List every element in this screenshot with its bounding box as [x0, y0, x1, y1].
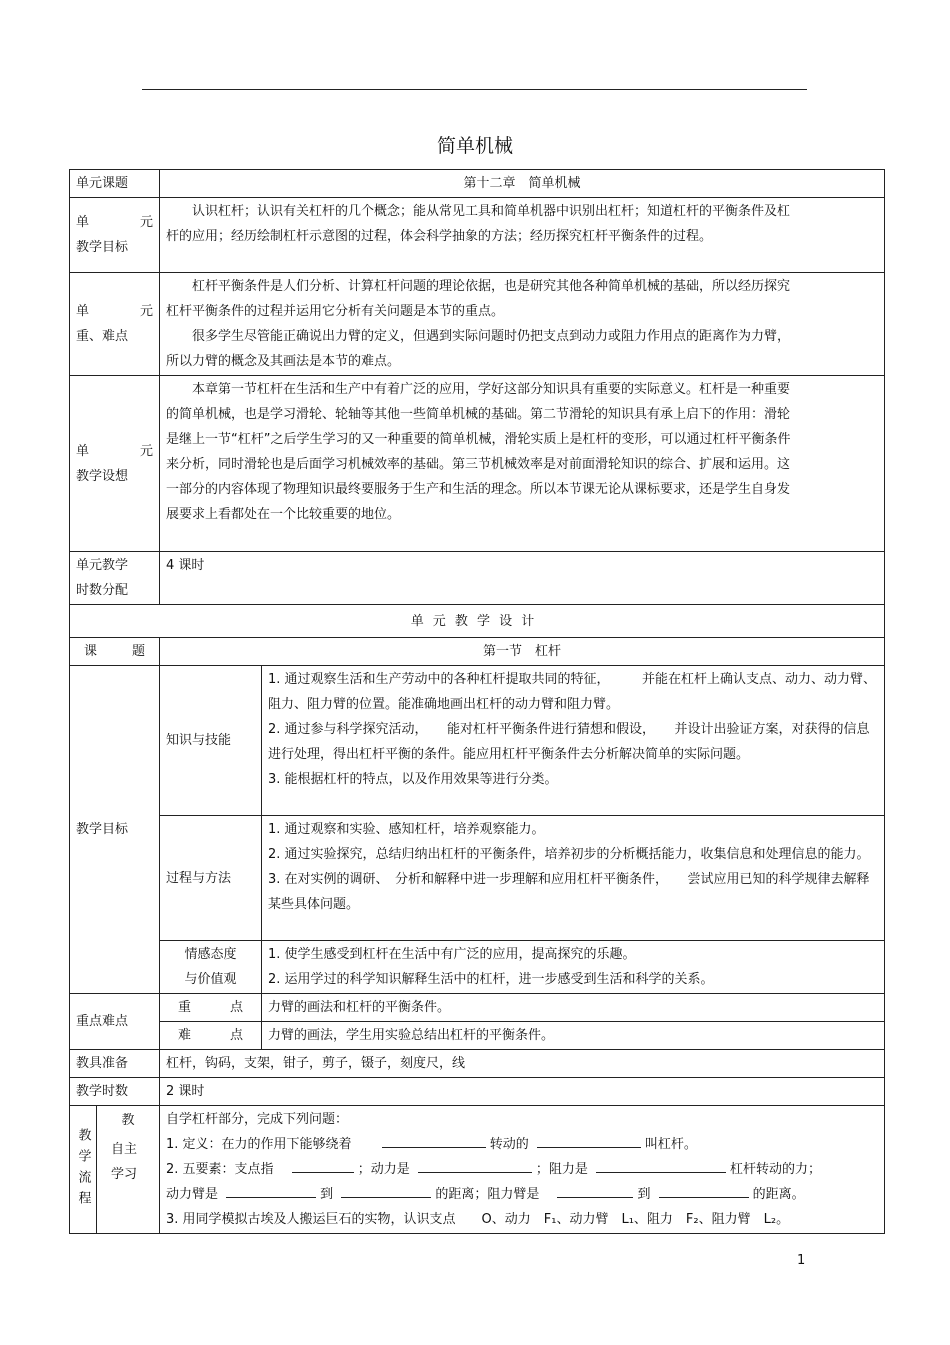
q-text: 的距离。 [752, 1187, 805, 1202]
q-text: 到 [320, 1187, 334, 1202]
label-part: 单 [76, 443, 90, 459]
page-title: 简单机械 [436, 135, 513, 157]
unit-hours-value: 4 课时 [160, 552, 885, 605]
label-part: 元 [140, 215, 154, 230]
row-emotion [70, 941, 885, 994]
q-text: 动力臂是 [166, 1187, 219, 1202]
key-value: 力臂的画法和杠杆的平衡条件。 [262, 994, 885, 1022]
label-part: 重 [178, 1000, 192, 1015]
label-part: 单元教学 [76, 558, 129, 573]
row-tools [70, 1050, 885, 1078]
label-part: 课 [84, 644, 98, 659]
flow-label [70, 1106, 97, 1234]
flow-content [160, 1106, 885, 1234]
q-text: ；动力是 [357, 1162, 410, 1177]
keys-paragraph: 杠杆平衡条件是人们分析、计算杠杆问题的理论依据，也是研究其他各种简单机械的基础，所以经历探究杠杆平衡条件的过程并运用它分析有关问题是本节的重点。 [166, 279, 791, 319]
blank-field[interactable] [341, 1183, 431, 1198]
blank-field[interactable] [226, 1183, 316, 1198]
row-unit-design [70, 376, 885, 552]
label-part: 单 [76, 215, 90, 230]
knowledge-item: 1. 通过观察生活和生产劳动中的各种杠杆提取共同的特征， 并能在杠杆上确认支点、动力、动力臂、阻力、阻力臂的位置。能准确地画出杠杆的动力臂和阻力臂。 [268, 672, 877, 712]
label-part: 情感态度 [184, 947, 237, 962]
keys-paragraph: 很多学生尽管能正确说出力臂的定义，但遇到实际问题时仍把支点到动力或阻力作用点的距离作为力臂，所以力臂的概念及其画法是本节的难点。 [166, 329, 791, 369]
flow-sub-label [97, 1106, 160, 1234]
unit-goals-label [70, 198, 160, 273]
knowledge-text [262, 666, 885, 816]
knowledge-item: 2. 通过参与科学探究活动， 能对杠杆平衡条件进行猜想和假设， 并设计出验证方案，对获得的信息进行处理，得出杠杆平衡的条件。能应用杠杆平衡条件去分析解决简单的实际问题。 [268, 722, 870, 762]
process-item: 3. 在对实例的调研、 分析和解释中进一步理解和应用杠杆平衡条件， 尝试应用已知的科学规律去解释某些具体问题。 [268, 872, 870, 912]
diff-value: 力臂的画法，学生用实验总结出杠杆的平衡条件。 [262, 1022, 885, 1050]
knowledge-item: 3. 能根据杠杆的特点，以及作用效果等进行分类。 [268, 772, 558, 787]
label-part: 教 [121, 1113, 135, 1128]
process-item: 1. 通过观察和实验、感知杠杆，培养观察能力。 [268, 822, 545, 837]
emotion-label [160, 941, 262, 994]
section-header: 单元教学设计 [70, 605, 885, 638]
lesson-hours-label: 教学时数 [70, 1078, 160, 1106]
unit-design-label [70, 376, 160, 552]
q-text: ；阻力是 [535, 1162, 588, 1177]
question-2 [166, 1157, 878, 1182]
row-key-point [70, 994, 885, 1022]
q-text: 的距离；阻力臂是 [435, 1187, 540, 1202]
question-3: 3. 用同学模拟古埃及人搬运巨石的实物，认识支点 O、动力 F₁、动力臂 L₁、阻力 F₂、阻力臂 L₂。 [166, 1212, 790, 1227]
question-2-cont [166, 1182, 878, 1207]
unit-keys-label [70, 273, 160, 376]
row-section-header [70, 605, 885, 638]
blank-field[interactable] [596, 1158, 726, 1173]
unit-topic-label: 单元课题 [70, 170, 160, 198]
question-1 [166, 1132, 878, 1157]
row-lesson-topic [70, 638, 885, 666]
flow-intro: 自学杠杆部分，完成下列问题： [166, 1112, 349, 1127]
row-unit-hours [70, 552, 885, 605]
blank-field[interactable] [418, 1158, 532, 1173]
label-part: 教学目标 [76, 240, 129, 255]
knowledge-label: 知识与技能 [160, 666, 262, 816]
label-part: 与价值观 [184, 972, 237, 987]
unit-hours-label [70, 552, 160, 605]
blank-field[interactable] [382, 1133, 486, 1148]
unit-design-text: 本章第一节杠杆在生活和生产中有着广泛的应用，学好这部分知识具有重要的实际意义。杠杆是一种重要的简单机械，也是学习滑轮、轮轴等其他一些简单机械的基础。第二节滑轮的知识具有承上启下的作用：滑轮是继上一节“杠杆”之后学生学习的又一种重要的简单机械，滑轮实质上是杠杆的变形，可以通过杠杆平衡条件来分析，同时滑轮也是后面学习机械效率的基础。第三节机械效率是对前面滑轮知识的综合、扩展和运用。这一部分的内容体现了物理知识最终要服务于生产和生活的理念。所以本节课无论从课标要求，还是学生自身发展要求上看都处在一个比较重要的地位。 [160, 376, 885, 552]
flow-label-text: 教学流程 [75, 1127, 91, 1212]
keypoints-label: 重点难点 [70, 994, 160, 1050]
unit-goals-text: 认识杠杆；认识有关杠杆的几个概念；能从常见工具和简单机器中识别出杠杆；知道杠杆的平衡条件及杠杆的应用；经历绘制杠杆示意图的过程，体会科学抽象的方法；经历探究杠杆平衡条件的过程。 [160, 198, 885, 273]
unit-topic-value: 第十二章 简单机械 [160, 170, 885, 198]
row-flow [70, 1106, 885, 1234]
lesson-goals-label: 教学目标 [70, 666, 160, 994]
q-text: 1. 定义：在力的作用下能够绕着 [166, 1137, 352, 1152]
row-lesson-hours [70, 1078, 885, 1106]
unit-keys-text [160, 273, 885, 376]
lesson-hours-value: 2 课时 [160, 1078, 885, 1106]
label-part: 点 [230, 1028, 244, 1043]
row-knowledge [70, 666, 885, 816]
row-difficulty [70, 1022, 885, 1050]
row-unit-keys [70, 273, 885, 376]
q-text: 转动的 [489, 1137, 529, 1152]
label-part: 教学设想 [76, 468, 129, 484]
label-part: 元 [140, 304, 154, 319]
label-part: 重、难点 [76, 329, 129, 344]
label-part: 元 [140, 443, 154, 459]
lesson-topic-value: 第一节 杠杆 [160, 638, 885, 666]
key-label [160, 994, 262, 1022]
label-part: 自主学习 [111, 1142, 138, 1182]
row-unit-goals [70, 198, 885, 273]
row-unit-topic [70, 170, 885, 198]
diff-label [160, 1022, 262, 1050]
blank-field[interactable] [557, 1183, 633, 1198]
label-part: 时数分配 [76, 583, 129, 598]
q-text: 到 [637, 1187, 651, 1202]
label-part: 点 [230, 1000, 244, 1015]
blank-field[interactable] [292, 1158, 354, 1173]
row-process [70, 816, 885, 941]
q-text: 2. 五要素：支点指 [166, 1162, 274, 1177]
tools-label: 教具准备 [70, 1050, 160, 1078]
tools-value: 杠杆，钩码，支架，钳子，剪子，镊子，刻度尺，线 [160, 1050, 885, 1078]
lesson-plan-table [69, 169, 885, 1234]
label-part: 单 [76, 304, 90, 319]
emotion-item: 2. 运用学过的科学知识解释生活中的杠杆，进一步感受到生活和科学的关系。 [268, 972, 714, 987]
process-item: 2. 通过实验探究，总结归纳出杠杆的平衡条件，培养初步的分析概括能力，收集信息和处理信息的能力。 [268, 847, 870, 862]
emotion-text [262, 941, 885, 994]
blank-field[interactable] [659, 1183, 749, 1198]
lesson-topic-label [70, 638, 160, 666]
page-number: 1 [797, 1253, 806, 1268]
label-part: 难 [178, 1028, 192, 1043]
blank-field[interactable] [537, 1133, 641, 1148]
q-text: 叫杠杆。 [644, 1137, 697, 1152]
process-text [262, 816, 885, 941]
emotion-item: 1. 使学生感受到杠杆在生活中有广泛的应用，提高探究的乐趣。 [268, 947, 636, 962]
process-label: 过程与方法 [160, 816, 262, 941]
q-text: 杠杆转动的力； [730, 1162, 822, 1177]
label-part: 题 [132, 644, 146, 659]
header-rule [142, 89, 807, 90]
